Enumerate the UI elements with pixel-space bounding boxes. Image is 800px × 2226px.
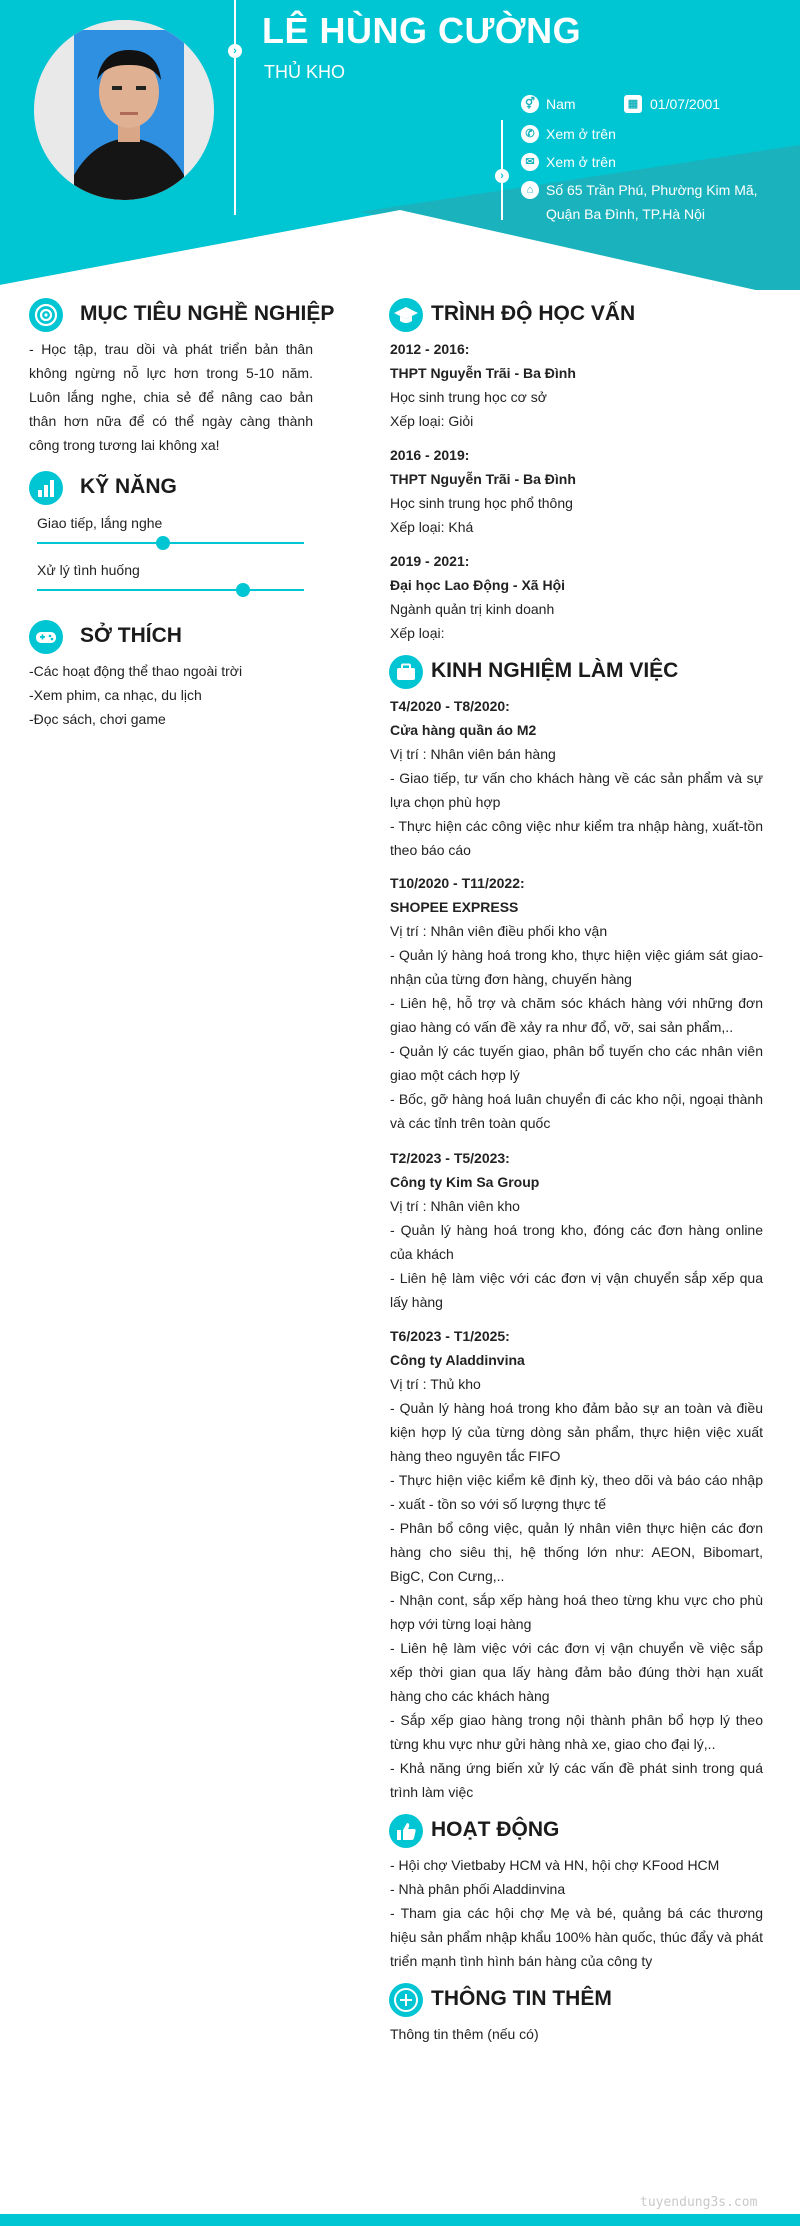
gamepad-icon	[29, 620, 63, 654]
extra-info-title: THÔNG TIN THÊM	[431, 1987, 612, 2010]
experience-entry	[390, 871, 763, 1135]
experience-title: KINH NGHIỆM LÀM VIỆC	[431, 659, 679, 682]
experience-duty: - Liên hệ làm việc với các đơn vị vận chuyển sắp xếp qua lấy hàng	[390, 1270, 763, 1310]
objective-text: - Học tập, trau dồi và phát triển bản thân không ngừng nỗ lực hơn trong 5-10 năm. Luôn lắng nghe, chia sẻ để nâng cao bản thân hơn nữa để có thể ngày càng thành công trong tương lai không xa!	[29, 341, 313, 453]
experience-period: T10/2020 - T11/2022:	[390, 875, 525, 891]
chevron-right-icon: ›	[228, 44, 242, 58]
chevron-right-icon: ›	[495, 169, 509, 183]
avatar	[34, 20, 214, 200]
education-grade: Xếp loại: Khá	[390, 519, 474, 535]
education-period: 2016 - 2019:	[390, 447, 470, 463]
activity-item: - Tham gia các hội chợ Mẹ và bé, quảng bá các thương hiệu sản phẩm nhập khẩu 100% hàn quốc, thúc đẩy và phát triển mạnh tình hình bán hàng của công ty	[390, 1905, 763, 1969]
experience-duty: - Phân bổ công việc, quản lý nhân viên thực hiện các đơn hàng cho siêu thị, hệ thống lớn như: AEON, Bibomart, BigC, Con Cưng,..	[390, 1520, 763, 1584]
experience-duty: - Quản lý các tuyến giao, phân bổ tuyến cho các nhân viên giao một cách hợp lý	[390, 1043, 763, 1083]
graduation-cap-icon	[389, 298, 423, 332]
bar-chart-icon	[29, 471, 63, 505]
experience-entry	[390, 1146, 763, 1314]
header-divider-line	[234, 0, 236, 215]
birthday-value: 01/07/2001	[650, 96, 721, 112]
experience-duty: - Liên hệ, hỗ trợ và chăm sóc khách hàng với những đơn giao hàng có vấn đề xảy ra như đổ, vỡ, sai sản phẩm,..	[390, 995, 763, 1035]
experience-position: Vị trí : Nhân viên kho	[390, 1198, 520, 1214]
experience-company: Cửa hàng quần áo M2	[390, 722, 537, 738]
experience-position: Vị trí : Nhân viên bán hàng	[390, 746, 556, 762]
experience-duty: - Thực hiện việc kiểm kê định kỳ, theo dõi và báo cáo nhập - xuất - tồn so với số lượng thực tế	[390, 1472, 763, 1512]
experience-period: T6/2023 - T1/2025:	[390, 1328, 510, 1344]
briefcase-icon	[389, 655, 423, 689]
hobbies-title: SỞ THÍCH	[80, 624, 182, 647]
experience-duty: - Sắp xếp giao hàng trong nội thành phân bổ hợp lý theo từng khu vực như gửi hàng nhà xe, giao cho đại lý,..	[390, 1712, 763, 1752]
job-title: THỦ KHO	[264, 62, 345, 82]
education-school: THPT Nguyễn Trãi - Ba Đình	[390, 471, 576, 487]
education-period: 2012 - 2016:	[390, 341, 470, 357]
education-major: Học sinh trung học phổ thông	[390, 495, 573, 511]
experience-entry	[390, 694, 763, 862]
experience-duty: - Nhận cont, sắp xếp hàng hoá theo từng khu vực cho phù hợp với từng loại hàng	[390, 1592, 763, 1632]
hobby-item: -Xem phim, ca nhạc, du lịch	[29, 687, 202, 703]
experience-position: Vị trí : Nhân viên điều phối kho vận	[390, 923, 608, 939]
education-school: THPT Nguyễn Trãi - Ba Đình	[390, 365, 576, 381]
extra-info-text: Thông tin thêm (nếu có)	[390, 2026, 539, 2042]
experience-entry	[390, 1324, 763, 1804]
experience-position: Vị trí : Thủ kho	[390, 1376, 481, 1392]
footer-bar	[0, 2214, 800, 2226]
home-icon: ⌂	[521, 181, 539, 199]
experience-company: Công ty Aladdinvina	[390, 1352, 525, 1368]
experience-company: SHOPEE EXPRESS	[390, 899, 519, 915]
education-entry	[390, 549, 763, 645]
plus-circle-icon	[389, 1983, 423, 2017]
target-icon	[29, 298, 63, 332]
education-entry	[390, 443, 763, 539]
education-grade: Xếp loại: Giỏi	[390, 413, 474, 429]
skill-label: Xử lý tình huống	[37, 562, 140, 578]
education-major: Học sinh trung học cơ sở	[390, 389, 547, 405]
calendar-icon: ▦	[624, 95, 642, 113]
experience-duty: - Liên hệ làm việc với các đơn vị vận chuyển về việc sắp xếp thời gian qua lấy hàng đảm bảo đúng thời hạn xuất hàng cho các khách hàng	[390, 1640, 763, 1704]
gender-value: Nam	[546, 96, 576, 112]
hobby-item: -Các hoạt động thể thao ngoài trời	[29, 663, 243, 679]
experience-period: T2/2023 - T5/2023:	[390, 1150, 510, 1166]
experience-duty: - Khả năng ứng biến xử lý các vấn đề phát sinh trong quá trình làm việc	[390, 1760, 763, 1800]
experience-duty: - Bốc, gỡ hàng hoá luân chuyển đi các kho nội, ngoại thành và các tỉnh trên toàn quốc	[390, 1091, 763, 1131]
watermark: tuyendung3s.com	[640, 2195, 758, 2210]
experience-company: Công ty Kim Sa Group	[390, 1174, 540, 1190]
phone-icon: ✆	[521, 125, 539, 143]
experience-duty: - Quản lý hàng hoá trong kho, thực hiện việc giám sát giao-nhận của từng đơn hàng, chuyến hàng	[390, 947, 763, 987]
skill-label: Giao tiếp, lắng nghe	[37, 515, 163, 531]
education-major: Ngành quản trị kinh doanh	[390, 601, 555, 617]
experience-duty: - Thực hiện các công việc như kiểm tra nhập hàng, xuất-tồn theo báo cáo	[390, 818, 763, 858]
activities-list	[390, 1853, 763, 1973]
education-grade: Xếp loại:	[390, 625, 445, 641]
education-entry	[390, 337, 763, 433]
phone-value: Xem ở trên	[546, 126, 616, 142]
thumbs-up-icon	[389, 1814, 423, 1848]
skill-bar	[37, 542, 304, 544]
activities-title: HOẠT ĐỘNG	[431, 1818, 560, 1841]
candidate-name: LÊ HÙNG CƯỜNG	[262, 10, 582, 51]
education-school: Đại học Lao Động - Xã Hội	[390, 577, 566, 593]
hobby-item: -Đọc sách, chơi game	[29, 711, 166, 727]
gender-icon: ⚥	[521, 95, 539, 113]
objective-title: MỤC TIÊU NGHỀ NGHIỆP	[80, 302, 335, 325]
education-period: 2019 - 2021:	[390, 553, 470, 569]
experience-duty: - Quản lý hàng hoá trong kho, đóng các đơn hàng online của khách	[390, 1222, 763, 1262]
address-line-2: Quận Ba Đình, TP.Hà Nội	[546, 206, 706, 222]
skills-title: KỸ NĂNG	[80, 475, 177, 498]
experience-duty: - Giao tiếp, tư vấn cho khách hàng về các sản phẩm và sự lựa chọn phù hợp	[390, 770, 763, 810]
education-title: TRÌNH ĐỘ HỌC VẤN	[431, 302, 636, 325]
experience-duty: - Quản lý hàng hoá trong kho đảm bảo sự an toàn và điều kiện hợp lý của từng dòng sản phẩm, thực hiện việc xuất hàng theo nguyên tắc FIFO	[390, 1400, 763, 1464]
address-line-1: Số 65 Trần Phú, Phường Kim Mã,	[546, 182, 758, 198]
activity-item: - Hội chợ Vietbaby HCM và HN, hội chợ KFood HCM	[390, 1857, 720, 1873]
experience-period: T4/2020 - T8/2020:	[390, 698, 510, 714]
skill-bar	[37, 589, 304, 591]
email-icon: ✉	[521, 153, 539, 171]
email-value: Xem ở trên	[546, 154, 616, 170]
activity-item: - Nhà phân phối Aladdinvina	[390, 1881, 566, 1897]
skill-level-knob	[236, 583, 250, 597]
skill-level-knob	[156, 536, 170, 550]
